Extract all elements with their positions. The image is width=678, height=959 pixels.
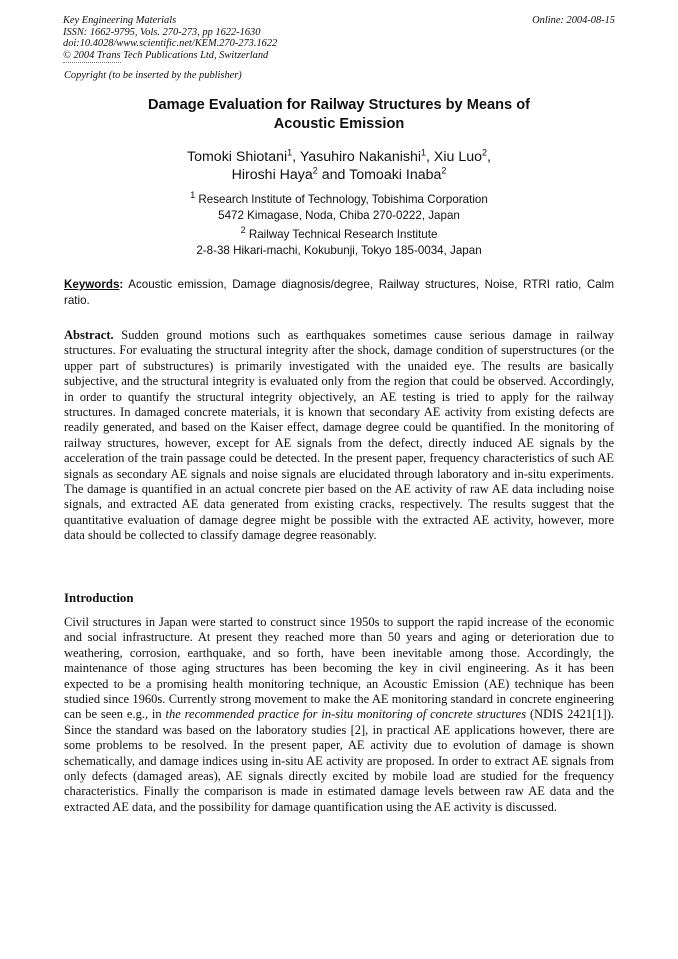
introduction-heading: Introduction — [64, 591, 134, 605]
author-conjunction: and — [317, 167, 350, 183]
author-affil-mark: 2 — [312, 165, 318, 176]
author-affil-mark: 1 — [287, 147, 293, 158]
affiliation-address: 5472 Kimagase, Noda, Chiba 270-0222, Japan — [218, 208, 460, 222]
author-name: Yasuhiro Nakanishi — [299, 149, 421, 165]
author-name: Xiu Luo — [433, 149, 483, 165]
author-separator: , — [487, 149, 491, 165]
keywords-section — [64, 277, 614, 308]
title-line-1: Damage Evaluation for Railway Structures by Means of — [148, 97, 530, 113]
affiliation-2 — [80, 227, 598, 258]
paper-title — [80, 96, 598, 134]
journal-issn: ISSN: 1662-9795, Vols. 270-273, pp 1622-1630 — [63, 26, 261, 38]
author-list — [80, 148, 598, 184]
affiliation-institute: Railway Technical Research Institute — [245, 228, 438, 241]
keywords-text: Acoustic emission, Damage diagnosis/degree, Railway structures, Noise, RTRI ratio, Calm ratio. — [64, 278, 614, 307]
author-line-2 — [80, 166, 598, 184]
affiliation-mark: 2 — [240, 225, 246, 236]
author-name: Hiroshi Haya — [231, 167, 313, 183]
affiliation-name — [80, 227, 598, 243]
author-name: Tomoaki Inaba — [349, 167, 442, 183]
journal-publisher: © 2004 Trans Tech Publications Ltd, Switzerland — [63, 49, 269, 61]
affiliation-1 — [80, 192, 598, 223]
journal-doi: doi:10.4028/www.scientific.net/KEM.270-273.1622 — [63, 38, 278, 49]
abstract-text: Sudden ground motions such as earthquakes sometimes cause serious damage in railway structures. For evaluating the structural integrity after the shock, damage condition of superstructures (or the upper part of substructures) is primarily investigated with the unaided eye. The results are basically subjective, and the structural integrity is evaluated only from the region that could be observed. Accordingly, in order to quantify the structural integrity objectively, an AE testing is tried to apply for the railway structures. In damaged concrete materials, it is known that secondary AE activity from existing defects are readily generated, and based on the Kaiser effect, damage degree could be quantified. In the monitoring of railway structures, however, except for AE signals from the defect, directly induced AE signals by the acceleration of the train passage could be detected. In the present paper, frequency characteristics of such AE signals as secondary AE signals and noise signals are elucidated through laboratory and in-situ experiments. The damage is quantified in an actual concrete pier based on the AE activity of raw AE data including noise signals, and extracted AE data generated from existing cracks, respectively. The results suggest that the quantitative evaluation of damage degree might be possible with the extracted AE activity, however, more data should be collected to classify damage degree reasonably. — [64, 328, 614, 543]
keywords-colon: : — [119, 278, 124, 291]
intro-text-part-2: (NDIS 2421[1]). Since the standard was based on the laboratory studies [2], in practical AE applications however, there are some problems to be resolved. In the present paper, AE activity due to evolution of damage is shown schematically, and damage indices using in-situ AE activity are proposed. In order to extract AE signals from only defects (damaged areas), AE signals directly excited by mobile load are studied for the frequency characteristics. Finally the comparison is made in estimated damage levels between raw AE data and the extracted AE data, and the possibility for damage quantification using the AE activity is discussed. — [64, 707, 614, 814]
intro-italic-reference: the recommended practice for in-situ monitoring of concrete structures — [165, 707, 527, 722]
header-divider — [63, 62, 121, 63]
author-affil-mark: 2 — [482, 147, 488, 158]
online-date: Online: 2004-08-15 — [532, 15, 615, 26]
journal-name: Key Engineering Materials — [63, 15, 177, 26]
author-name: Tomoki Shiotani — [187, 149, 288, 165]
affiliation-address: 2-8-38 Hikari-machi, Kokubunji, Tokyo 185-0034, Japan — [196, 243, 482, 257]
author-separator: , — [292, 149, 300, 165]
affiliation-mark: 1 — [190, 190, 196, 201]
keywords-label: Keywords — [64, 278, 120, 291]
introduction-paragraph — [64, 615, 614, 815]
abstract-section — [64, 328, 614, 544]
affiliation-name — [80, 192, 598, 208]
author-line-1 — [80, 148, 598, 166]
title-line-2: Acoustic Emission — [273, 116, 405, 132]
author-affil-mark: 1 — [421, 147, 427, 158]
author-affil-mark: 2 — [441, 165, 447, 176]
abstract-label: Abstract. — [64, 328, 114, 342]
journal-info — [63, 15, 277, 61]
intro-text-part-1: Civil structures in Japan were started to construct since 1950s to support the rapid increase of the economic and social infrastructure. At present they reached more than 50 years and aging or deterioration due to weathering, corrosion, earthquake, and so forth, have been inevitable among those. Accordingly, the maintenance of those aging structures has been becoming the key in civil engineering. As it has been expected to be a promising health monitoring technique, an Acoustic Emission (AE) technique has been studied since 1960s. Currently strong movement to make the AE monitoring standard in concrete engineering can be seen e.g., in — [64, 615, 614, 722]
copyright-note: Copyright (to be inserted by the publisher) — [64, 70, 242, 81]
affiliation-institute: Research Institute of Technology, Tobishima Corporation — [195, 193, 488, 206]
author-separator: , — [426, 149, 434, 165]
